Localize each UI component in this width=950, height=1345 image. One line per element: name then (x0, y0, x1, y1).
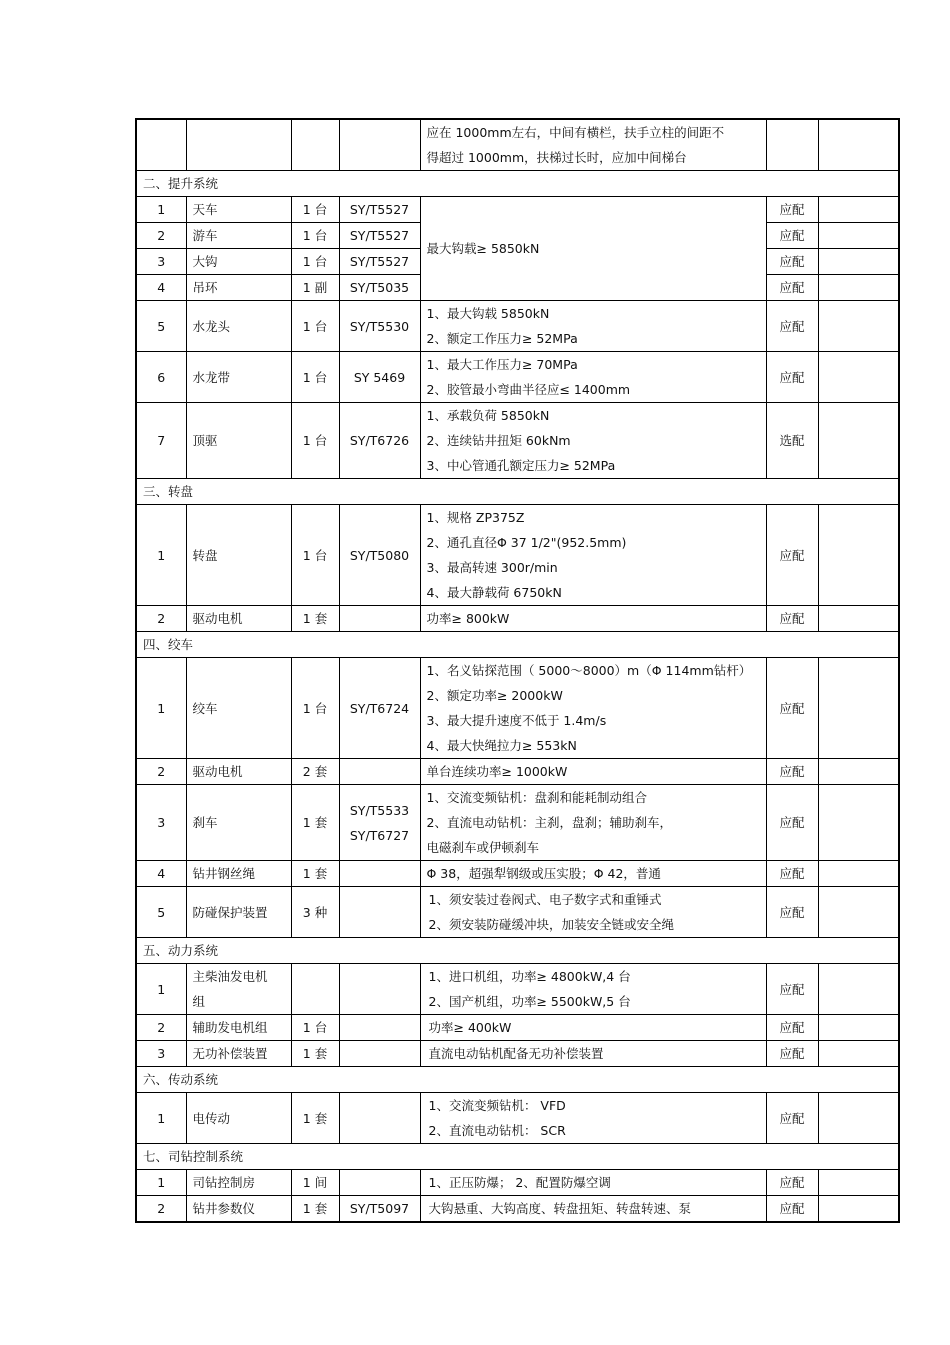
section-title: 四、绞车 (136, 632, 899, 658)
config-type: 应配 (766, 964, 818, 1015)
requirement-line: 2、须安装防碰缓冲块，加装安全链或安全绳 (428, 917, 674, 932)
requirement-line: 1、名义钻探范围（ 5000～8000）m（Φ 114mm钻杆） (426, 663, 752, 678)
requirement-line: 1、最大工作压力≥ 70MPa (426, 357, 578, 372)
table-row (136, 887, 899, 938)
row-number: 1 (136, 658, 186, 759)
row-number: 3 (136, 1041, 186, 1067)
remarks (818, 403, 899, 479)
config-type: 应配 (766, 1170, 818, 1196)
remarks (818, 606, 899, 632)
equipment-name: 司钻控制房 (186, 1170, 291, 1196)
requirement-cell: 最大钩载≥ 5850kN (420, 197, 766, 301)
requirement-line: 2、额定功率≥ 2000kW (426, 688, 563, 703)
requirement-cell (420, 301, 766, 352)
standard-line: SY/T5533 (349, 802, 410, 818)
config-type: 应配 (766, 352, 818, 403)
equipment-name: 水龙带 (186, 352, 291, 403)
table-row (136, 759, 899, 785)
remarks (818, 301, 899, 352)
equipment-name: 吊环 (186, 275, 291, 301)
quantity: 1 套 (291, 861, 339, 887)
row-number: 3 (136, 785, 186, 861)
equipment-name: 天车 (186, 197, 291, 223)
requirement-cell: 大钩悬重、大钩高度、转盘扭矩、转盘转速、泵 (420, 1196, 766, 1223)
table-row (136, 1196, 899, 1223)
table-row (136, 606, 899, 632)
requirement-line: 2、额定工作压力≥ 52MPa (426, 331, 578, 346)
standard (339, 964, 420, 1015)
equipment-name-line: 组 (192, 994, 206, 1009)
section-title: 二、提升系统 (136, 171, 899, 197)
config-type: 应配 (766, 785, 818, 861)
quantity: 1 副 (291, 275, 339, 301)
requirement-cell: 1、正压防爆； 2、配置防爆空调 (420, 1170, 766, 1196)
row-number: 1 (136, 1093, 186, 1144)
requirement-cell: 单台连续功率≥ 1000kW (420, 759, 766, 785)
requirement-line: 1、交流变频钻机： VFD (428, 1098, 566, 1113)
config-type: 应配 (766, 887, 818, 938)
row-number: 4 (136, 275, 186, 301)
requirement-line: 1、承载负荷 5850kN (426, 408, 550, 423)
requirement-cell: 功率≥ 400kW (420, 1015, 766, 1041)
quantity: 1 间 (291, 1170, 339, 1196)
row-number: 2 (136, 759, 186, 785)
equipment-name: 游车 (186, 223, 291, 249)
table-row (136, 785, 899, 861)
equipment-name: 顶驱 (186, 403, 291, 479)
quantity: 1 套 (291, 1196, 339, 1223)
equipment-name: 驱动电机 (186, 759, 291, 785)
table-row (136, 119, 899, 171)
equipment-spec-table (135, 118, 900, 1223)
section-header-row (136, 632, 899, 658)
section-header-row (136, 1144, 899, 1170)
row-number: 2 (136, 606, 186, 632)
row-number: 3 (136, 249, 186, 275)
requirement-line: 4、最大静载荷 6750kN (426, 585, 562, 600)
remarks (818, 1015, 899, 1041)
standard: SY/T5527 (339, 249, 420, 275)
table-row (136, 197, 899, 223)
table-row (136, 861, 899, 887)
table-row (136, 352, 899, 403)
requirement-cell (420, 658, 766, 759)
config-type: 应配 (766, 505, 818, 606)
row-number: 1 (136, 505, 186, 606)
quantity: 3 种 (291, 887, 339, 938)
table-row (136, 964, 899, 1015)
quantity: 1 台 (291, 658, 339, 759)
config-type: 应配 (766, 275, 818, 301)
row-number: 7 (136, 403, 186, 479)
standard (339, 1015, 420, 1041)
standard (339, 1093, 420, 1144)
requirement-cell (420, 505, 766, 606)
remarks (818, 1170, 899, 1196)
equipment-name: 刹车 (186, 785, 291, 861)
section-header-row (136, 1067, 899, 1093)
config-type: 应配 (766, 861, 818, 887)
equipment-name: 大钩 (186, 249, 291, 275)
requirement-line: 2、通孔直径Φ 37 1/2"(952.5mm) (426, 535, 627, 550)
section-title: 五、动力系统 (136, 938, 899, 964)
requirement-cell: 功率≥ 800kW (420, 606, 766, 632)
requirement-line: 4、最大快绳拉力≥ 553kN (426, 738, 577, 753)
requirement-line: 应在 1000mm左右，中间有横栏，扶手立柱的间距不 (426, 125, 725, 140)
equipment-name: 水龙头 (186, 301, 291, 352)
standard-line: SY/T6727 (349, 827, 410, 843)
remarks (818, 1093, 899, 1144)
requirement-line: 2、连续钻井扭矩 60kNm (426, 433, 571, 448)
config-type: 应配 (766, 759, 818, 785)
quantity (291, 964, 339, 1015)
remarks (818, 964, 899, 1015)
equipment-name: 无功补偿装置 (186, 1041, 291, 1067)
standard (339, 759, 420, 785)
requirement-line: 1、最大钩载 5850kN (426, 306, 550, 321)
quantity: 1 套 (291, 1093, 339, 1144)
quantity: 1 台 (291, 249, 339, 275)
section-title: 六、传动系统 (136, 1067, 899, 1093)
remarks (818, 887, 899, 938)
requirement-line: 得超过 1000mm，扶梯过长时，应加中间梯台 (426, 150, 687, 165)
remarks (818, 197, 899, 223)
row-number: 5 (136, 301, 186, 352)
remarks (818, 861, 899, 887)
requirement-cell (420, 887, 766, 938)
table-row (136, 505, 899, 606)
table-row (136, 1015, 899, 1041)
quantity: 1 台 (291, 505, 339, 606)
row-number: 1 (136, 197, 186, 223)
requirement-line: 2、国产机组，功率≥ 5500kW,5 台 (428, 994, 631, 1009)
standard: SY/T5035 (339, 275, 420, 301)
requirement-cell: Φ 38，超强犁钢级或压实股；Φ 42，普通 (420, 861, 766, 887)
requirement-line: 电磁刹车或伊顿刹车 (426, 840, 540, 855)
config-type: 应配 (766, 301, 818, 352)
equipment-name: 绞车 (186, 658, 291, 759)
requirement-line: 1、须安装过卷阀式、电子数字式和重锤式 (428, 892, 662, 907)
standard (339, 785, 420, 861)
requirement-cell (420, 785, 766, 861)
equipment-name-line: 主柴油发电机 (192, 969, 268, 984)
config-type: 选配 (766, 403, 818, 479)
requirement-line: 3、最大提升速度不低于 1.4m/s (426, 713, 607, 728)
equipment-name: 钻井参数仪 (186, 1196, 291, 1223)
row-number: 5 (136, 887, 186, 938)
equipment-name (186, 964, 291, 1015)
standard: SY/T5080 (339, 505, 420, 606)
table-row (136, 403, 899, 479)
table-row (136, 1093, 899, 1144)
requirement-line: 2、胶管最小弯曲半径应≤ 1400mm (426, 382, 631, 397)
quantity: 1 台 (291, 403, 339, 479)
remarks (818, 1041, 899, 1067)
requirement-line: 1、交流变频钻机：盘刹和能耗制动组合 (426, 790, 647, 805)
standard: SY/T6724 (339, 658, 420, 759)
remarks (818, 785, 899, 861)
config-type: 应配 (766, 658, 818, 759)
standard: SY 5469 (339, 352, 420, 403)
config-type: 应配 (766, 1041, 818, 1067)
table-row (136, 1170, 899, 1196)
remarks (818, 759, 899, 785)
equipment-name: 驱动电机 (186, 606, 291, 632)
row-number: 2 (136, 1196, 186, 1223)
remarks (818, 505, 899, 606)
standard: SY/T5527 (339, 197, 420, 223)
standard (339, 606, 420, 632)
standard (339, 1041, 420, 1067)
config-type: 应配 (766, 1196, 818, 1223)
config-type: 应配 (766, 249, 818, 275)
standard: SY/T5097 (339, 1196, 420, 1223)
equipment-name: 辅助发电机组 (186, 1015, 291, 1041)
section-header-row (136, 479, 899, 505)
requirement-line: 3、最高转速 300r/min (426, 560, 558, 575)
remarks (818, 223, 899, 249)
remarks (818, 249, 899, 275)
quantity: 1 台 (291, 223, 339, 249)
remarks (818, 352, 899, 403)
row-number: 2 (136, 223, 186, 249)
row-number: 6 (136, 352, 186, 403)
standard: SY/T5530 (339, 301, 420, 352)
requirement-cell (420, 403, 766, 479)
standard (339, 887, 420, 938)
section-title: 七、司钻控制系统 (136, 1144, 899, 1170)
config-type: 应配 (766, 1015, 818, 1041)
quantity: 1 台 (291, 352, 339, 403)
requirement-line: 1、规格 ZP375Z (426, 510, 525, 525)
row-number: 1 (136, 1170, 186, 1196)
requirement-line: 2、直流电动钻机：主刹，盘刹；辅助刹车， (426, 815, 672, 830)
table-row (136, 1041, 899, 1067)
requirement-line: 2、直流电动钻机： SCR (428, 1123, 566, 1138)
requirement-line: 3、中心管通孔额定压力≥ 52MPa (426, 458, 616, 473)
remarks (818, 275, 899, 301)
quantity: 1 套 (291, 606, 339, 632)
section-header-row (136, 938, 899, 964)
row-number: 4 (136, 861, 186, 887)
table-row (136, 301, 899, 352)
equipment-name: 电传动 (186, 1093, 291, 1144)
remarks (818, 658, 899, 759)
config-type: 应配 (766, 1093, 818, 1144)
quantity: 2 套 (291, 759, 339, 785)
requirement-cell (420, 1093, 766, 1144)
remarks (818, 1196, 899, 1223)
requirement-cell (420, 119, 766, 171)
row-number: 2 (136, 1015, 186, 1041)
equipment-name: 钻井钢丝绳 (186, 861, 291, 887)
equipment-name: 转盘 (186, 505, 291, 606)
standard (339, 861, 420, 887)
section-header-row (136, 171, 899, 197)
spec-document (135, 118, 900, 1223)
config-type: 应配 (766, 606, 818, 632)
config-type: 应配 (766, 223, 818, 249)
standard: SY/T5527 (339, 223, 420, 249)
requirement-cell (420, 964, 766, 1015)
section-title: 三、转盘 (136, 479, 899, 505)
quantity: 1 台 (291, 301, 339, 352)
quantity: 1 套 (291, 785, 339, 861)
standard (339, 1170, 420, 1196)
standard: SY/T6726 (339, 403, 420, 479)
quantity: 1 套 (291, 1041, 339, 1067)
equipment-name: 防碰保护装置 (186, 887, 291, 938)
quantity: 1 台 (291, 1015, 339, 1041)
requirement-cell (420, 352, 766, 403)
table-row (136, 658, 899, 759)
requirement-cell: 直流电动钻机配备无功补偿装置 (420, 1041, 766, 1067)
config-type: 应配 (766, 197, 818, 223)
requirement-line: 1、进口机组，功率≥ 4800kW,4 台 (428, 969, 631, 984)
quantity: 1 台 (291, 197, 339, 223)
row-number: 1 (136, 964, 186, 1015)
